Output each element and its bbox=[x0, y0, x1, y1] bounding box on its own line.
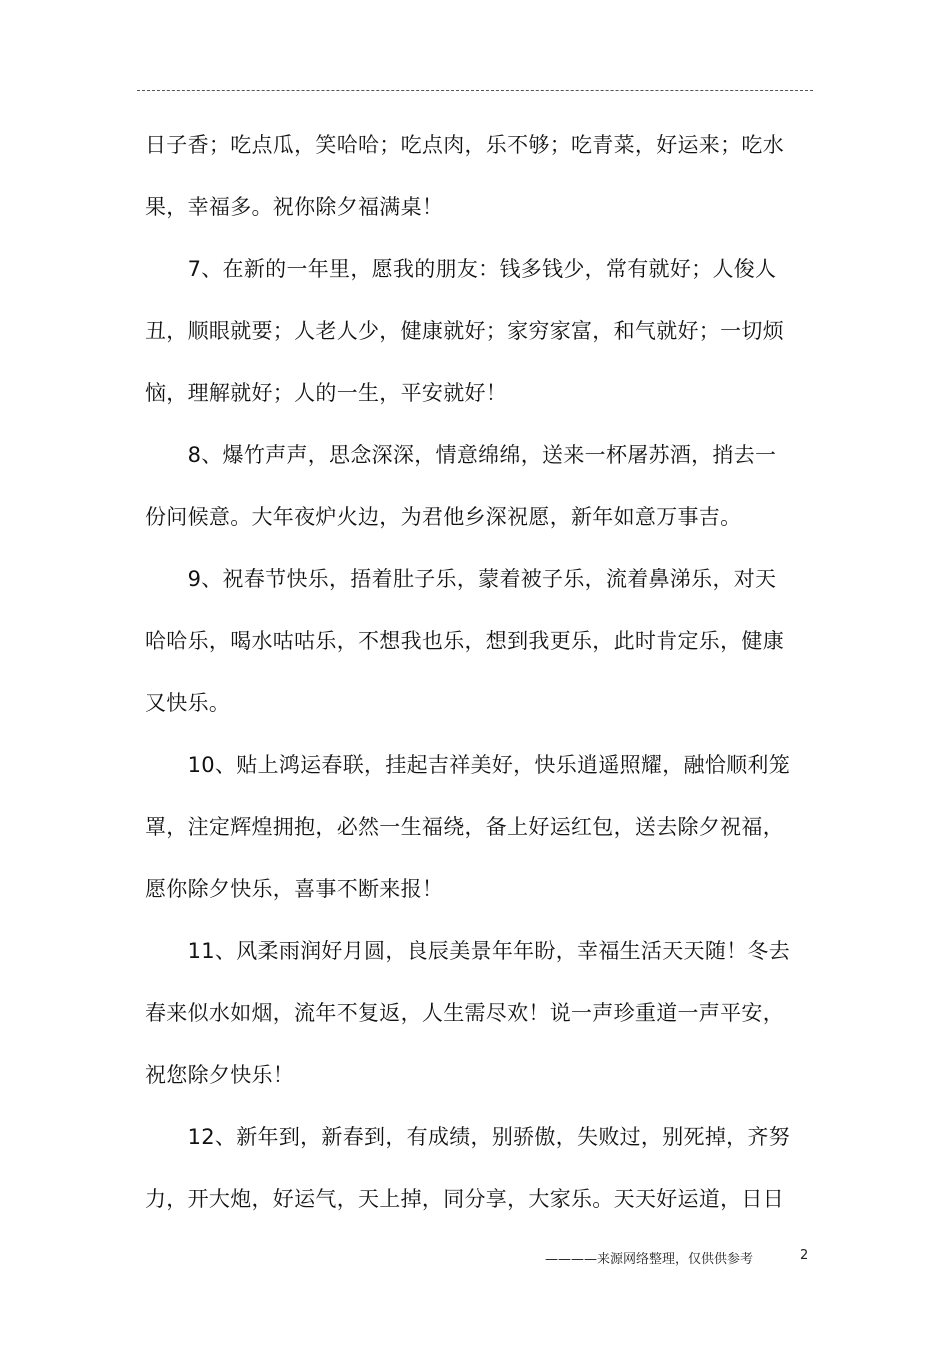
text-line: 春来似水如烟，流年不复返，人生需尽欢！说一声珍重道一声平安， bbox=[145, 1001, 784, 1025]
paragraph-10 bbox=[145, 734, 791, 920]
page-number: 2 bbox=[800, 1248, 809, 1263]
text-line: 8、爆竹声声，思念深深，情意绵绵，送来一杯屠苏酒，捎去一 bbox=[145, 443, 777, 467]
text-line: 恼，理解就好；人的一生，平安就好！ bbox=[145, 381, 508, 405]
footer-source-note: ————来源网络整理，仅供供参考 bbox=[545, 1252, 754, 1267]
paragraph-7 bbox=[145, 238, 785, 424]
text-line: 祝您除夕快乐！ bbox=[145, 1063, 295, 1087]
text-line: 日子香；吃点瓜，笑哈哈；吃点肉，乐不够；吃青菜，好运来；吃水 bbox=[145, 133, 784, 157]
text-line: 丑，顺眼就要；人老人少，健康就好；家穷家富，和气就好；一切烦 bbox=[145, 319, 784, 343]
paragraph-8 bbox=[145, 424, 785, 548]
text-line: 果，幸福多。祝你除夕福满桌！ bbox=[145, 195, 444, 219]
paragraph-9 bbox=[145, 548, 785, 734]
text-line: 11、风柔雨润好月圆，良辰美景年年盼，幸福生活天天随！冬去 bbox=[145, 939, 791, 963]
text-line: 愿你除夕快乐，喜事不断来报！ bbox=[145, 877, 444, 901]
text-line: 7、在新的一年里，愿我的朋友：钱多钱少，常有就好；人俊人 bbox=[145, 257, 777, 281]
document-body bbox=[145, 114, 791, 1230]
text-line: 份问候意。大年夜炉火边，为君他乡深祝愿，新年如意万事吉。 bbox=[145, 505, 742, 529]
paragraph-11 bbox=[145, 920, 791, 1106]
paragraph-12 bbox=[145, 1106, 791, 1230]
header-dashed-rule bbox=[137, 90, 813, 91]
text-line: 力，开大炮，好运气，天上掉，同分享，大家乐。天天好运道，日日 bbox=[145, 1187, 784, 1211]
paragraph-continuation bbox=[145, 114, 785, 238]
text-line: 10、贴上鸿运春联，挂起吉祥美好，快乐逍遥照耀，融恰顺利笼 bbox=[145, 753, 791, 777]
text-line: 12、新年到，新春到，有成绩，别骄傲，失败过，别死掉，齐努 bbox=[145, 1125, 791, 1149]
text-line: 9、祝春节快乐，捂着肚子乐，蒙着被子乐，流着鼻涕乐，对天 bbox=[145, 567, 777, 591]
text-line: 罩，注定辉煌拥抱，必然一生福绕，备上好运红包，送去除夕祝福， bbox=[145, 815, 784, 839]
text-line: 哈哈乐，喝水咕咕乐，不想我也乐，想到我更乐，此时肯定乐，健康 bbox=[145, 629, 784, 653]
text-line: 又快乐。 bbox=[145, 691, 231, 715]
